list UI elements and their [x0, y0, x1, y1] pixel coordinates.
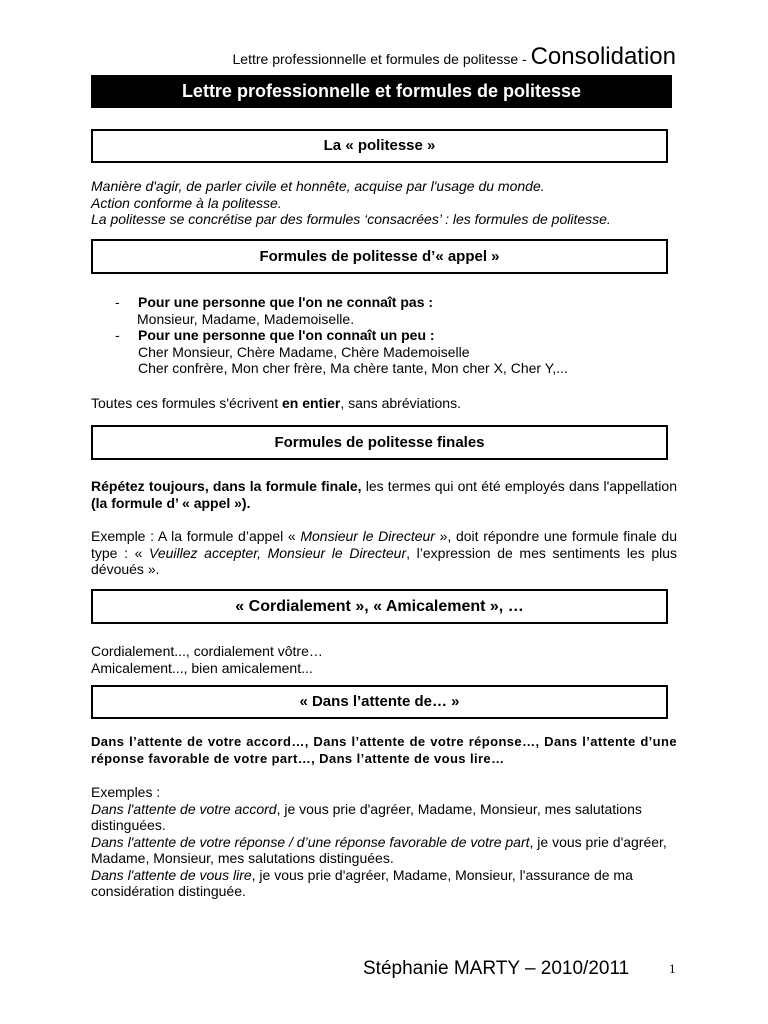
- closing-line: Cordialement..., cordialement vôtre…: [91, 643, 323, 659]
- bullet-dash: -: [115, 294, 120, 310]
- appel-note: [91, 395, 677, 412]
- example-italic: Veuillez accepter, Monsieur le Directeur: [149, 544, 407, 561]
- list-item: [91, 327, 677, 377]
- closing-line: Amicalement..., bien amicalement...: [91, 659, 313, 676]
- note-text-end: , sans abréviations.: [340, 395, 461, 411]
- example-italic: Dans l'attente de votre réponse / d’une réponse favorable de votre part: [91, 833, 530, 850]
- bullet-dash: -: [115, 327, 120, 343]
- page-number: 1: [669, 961, 676, 976]
- rule-text: les termes qui ont été employés dans l'appellation: [365, 478, 677, 494]
- heading-cordialement: « Cordialement », « Amicalement », …: [91, 589, 668, 624]
- example-text: », doit répondre une formule finale du type : «: [91, 528, 677, 561]
- attente-examples: [91, 784, 677, 900]
- example-text: , l’expression de mes sentiments les plus dévoués ».: [91, 544, 678, 577]
- example-italic: Dans l'attente de votre accord: [91, 800, 277, 817]
- definition-line: La politesse se concrétise par des formules ‘consacrées’ : les formules de politesse.: [91, 211, 611, 227]
- example-paragraph: [91, 801, 677, 834]
- heading-politesse: La « politesse »: [91, 129, 668, 163]
- header-consolidation: Consolidation: [530, 43, 676, 70]
- list-item-label: Pour une personne que l'on connaît un peu :: [138, 327, 435, 343]
- heading-finales: Formules de politesse finales: [91, 425, 668, 460]
- example-text: Exemple : A la formule d’appel «: [91, 528, 296, 544]
- note-text: Toutes ces formules s'écrivent: [91, 395, 279, 411]
- header-text: Lettre professionnelle et formules de politesse -: [232, 51, 527, 67]
- attente-phrases: Dans l’attente de votre accord…, Dans l’attente de votre réponse…, Dans l’attente d’une réponse favorable de votre part…, Dans l’attente de vous lire…: [91, 734, 677, 766]
- example-text: , je vous prie d'agréer, Madame, Monsieur, mes salutations distinguées.: [91, 800, 642, 833]
- example-italic: Monsieur le Directeur: [300, 528, 435, 544]
- example-text: , je vous prie d'agréer, Madame, Monsieur, l'assurance de ma considération distinguée.: [91, 866, 633, 899]
- list-item-line: Cher Monsieur, Chère Madame, Chère Mademoiselle: [138, 343, 470, 360]
- list-item-line: Cher confrère, Mon cher frère, Ma chère tante, Mon cher X, Cher Y,...: [138, 360, 568, 376]
- note-bold: en entier: [281, 395, 341, 411]
- example-text: , je vous prie d'agréer, Madame, Monsieur, mes salutations distinguées.: [91, 833, 667, 866]
- footer-author: Stéphanie MARTY – 2010/2011: [363, 958, 630, 979]
- example-paragraph: [91, 867, 677, 900]
- cordialement-lines: [91, 643, 677, 676]
- rule-bold: Répétez toujours, dans la formule finale,: [91, 478, 362, 494]
- page-header: [233, 43, 677, 71]
- rule-bold-end: (la formule d’ « appel »).: [91, 494, 251, 511]
- list-item: [91, 294, 677, 327]
- politesse-definition: [91, 178, 677, 228]
- heading-attente: « Dans l’attente de… »: [91, 685, 668, 719]
- list-item-label: Pour une personne que l'on ne connaît pas :: [138, 294, 434, 310]
- appel-list: [91, 294, 677, 377]
- example-italic: Dans l'attente de vous lire: [91, 866, 252, 883]
- finales-rule: [91, 478, 677, 511]
- definition-line: Manière d'agir, de parler civile et honnête, acquise par l'usage du monde.: [91, 178, 545, 194]
- list-item-line: Monsieur, Madame, Mademoiselle.: [137, 310, 355, 327]
- example-paragraph: [91, 834, 677, 867]
- document-title: Lettre professionnelle et formules de politesse: [91, 75, 672, 108]
- heading-appel: Formules de politesse d’« appel »: [91, 239, 668, 274]
- finales-example: [91, 528, 677, 578]
- examples-label: Exemples :: [91, 784, 161, 800]
- definition-line: Action conforme à la politesse.: [91, 194, 282, 211]
